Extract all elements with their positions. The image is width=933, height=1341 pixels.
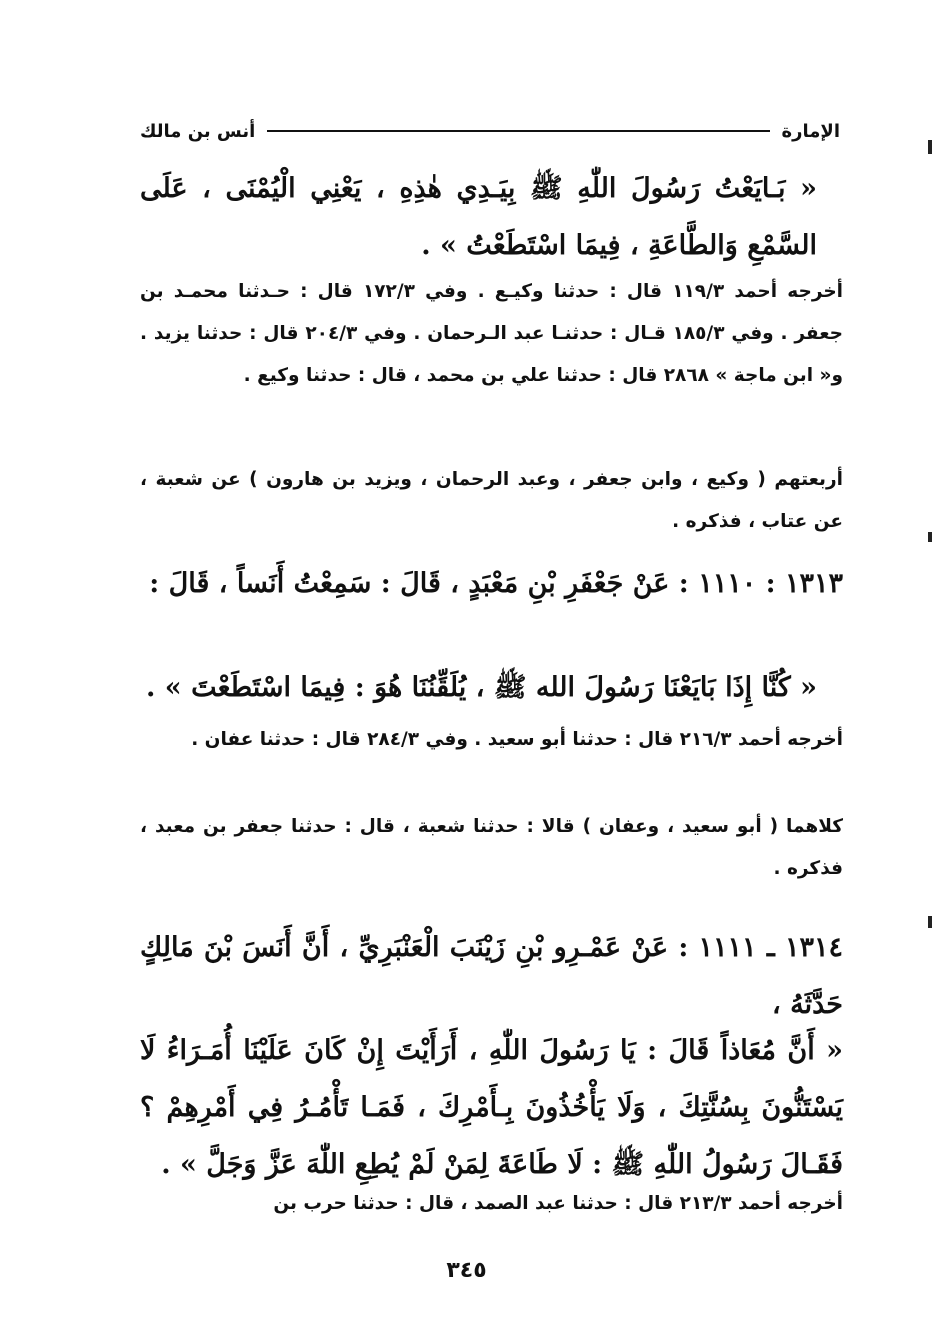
header-narrator: أنس بن مالك [140, 120, 256, 142]
takhrij-note-1313: أخرجه أحمد ٢١٦/٣ قال : حدثنا أبو سعيد . وفي ٢٨٤/٣ قال : حدثنا عفان . [191, 729, 843, 750]
page-number: ٣٤٥ [446, 1258, 487, 1283]
scan-edge-mark [928, 916, 932, 928]
takhrij-note-1312: أخرجه أحمد ١١٩/٣ قال : حدثنا وكيـع . وفي ١٧٢/٣ قال : حـدثنا محمـد بن جعفر . وفي ١٨٥/٣ قـال : حدثنـا عبد الـرحمان . وفي ٢٠٤/٣ قال : حدثنا يزيد . و« ابن ماجة » ٢٨٦٨ قال : حدثنا علي بن محمد ، قال : حدثنا وكيع . [140, 281, 844, 386]
header-chapter-title: الإمارة [781, 120, 840, 142]
running-header [140, 116, 840, 146]
hadith-text-1314: « أَنَّ مُعَاذاً قَالَ : يَا رَسُولَ اللّٰهِ ، أَرَأَيْتَ إِنْ كَانَ عَلَيْنَا أُمَـرَاءُ لَا يَسْتَنُّونَ بِسُنَّتِكَ ، وَلَا يَأْخُذُونَ بِـأَمْرِكَ ، فَمَـا تَأْمُـرُ فِي أَمْرِهِمْ ؟ فَقَـالَ رَسُولُ اللّٰهِ ﷺ : لَا طَاعَةَ لِمَنْ لَمْ يُطِعِ اللّٰهَ عَزَّ وَجَلَّ » . [140, 1035, 843, 1180]
scan-edge-mark [928, 532, 932, 542]
takhrij-note-1314: أخرجه أحمد ٢١٣/٣ قال : حدثنا عبد الصمد ، قال : حدثنا حرب بن [273, 1193, 843, 1214]
hadith-isnad-1314: ١٣١٤ ـ ١١١١ : عَنْ عَمْـرِو بْنِ زَيْنَبَ الْعَنْبَرِيِّ ، أَنَّ أَنَسَ بْنَ مَالِكٍ حَدَّثَهُ ، [140, 932, 843, 1020]
hadith-isnad-1313: ١٣١٣ : ١١١٠ : عَنْ جَعْفَرِ بْنِ مَعْبَدٍ ، قَالَ : سَمِعْتُ أَنَساً ، قَالَ : [149, 568, 843, 599]
chain-summary-1313: كلاهما ( أبو سعيد ، وعفان ) قالا : حدثنا شعبة ، قال : حدثنا جعفر بن معبد ، فذكره . [140, 816, 843, 879]
hadith-text-1312: « بَـايَعْتُ رَسُولَ اللّٰهِ ﷺ بِيَـدِي هٰذِهِ ، يَعْنِي الْيُمْنَى ، عَلَى السَّمْعِ وَالطَّاعَةِ ، فِيمَا اسْتَطَعْتُ » . [140, 173, 817, 261]
scan-edge-mark [928, 140, 932, 154]
header-rule [267, 130, 769, 132]
hadith-text-1313: « كُنَّا إِذَا بَايَعْنَا رَسُولَ الله ﷺ ، يُلَقِّنُنَا هُوَ : فِيمَا اسْتَطَعْتَ » . [146, 672, 817, 703]
chain-summary-1312: أربعتهم ( وكيع ، وابن جعفر ، وعبد الرحمان ، ويزيد بن هارون ) عن شعبة ، عن عتاب ، فذكره . [140, 469, 843, 532]
